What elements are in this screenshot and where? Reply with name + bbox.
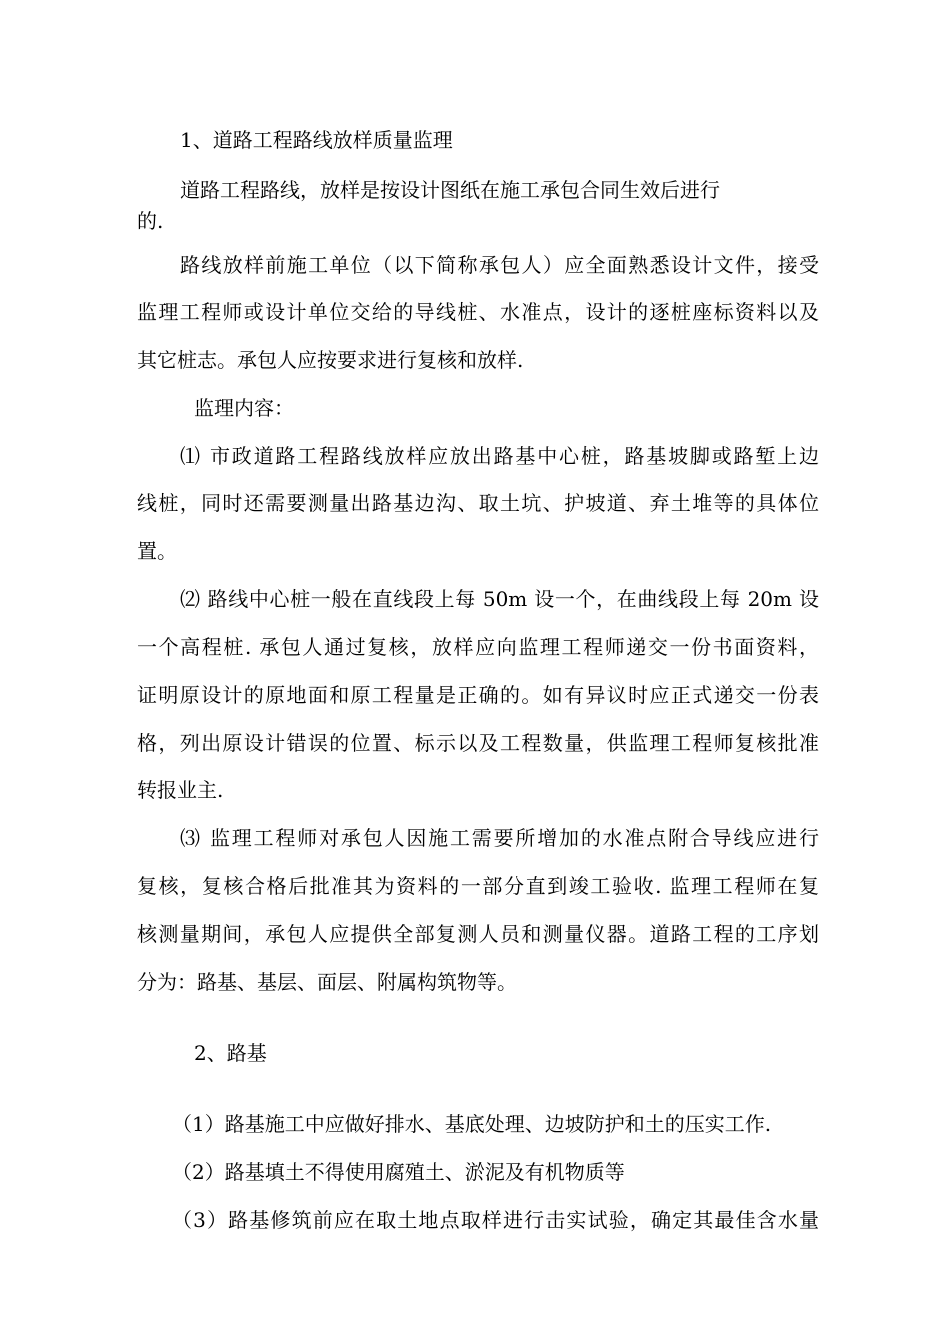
list-item-line: 转报业主.: [137, 778, 224, 802]
sub-item: （1）路基施工中应做好排水、基底处理、边坡防护和土的压实工作.: [172, 1112, 772, 1136]
paragraph-line: 监理工程师或设计单位交给的导线桩、水准点，设计的逐桩座标资料以及: [137, 300, 819, 324]
paragraph-line: 路线放样前施工单位（以下简称承包人）应全面熟悉设计文件，接受: [180, 253, 819, 277]
section-heading-1: 1、道路工程路线放样质量监理: [180, 128, 453, 152]
list-item-line: 复核，复核合格后批准其为资料的一部分直到竣工验收. 监理工程师在复: [137, 874, 819, 898]
list-item-line: 线桩，同时还需要测量出路基边沟、取土坑、护坡道、弃土堆等的具体位: [137, 491, 819, 515]
paragraph-line: 道路工程路线，放样是按设计图纸在施工承包合同生效后进行: [180, 178, 720, 202]
list-item-line: 证明原设计的原地面和原工程量是正确的。如有异议时应正式递交一份表: [137, 683, 819, 707]
section-label: 监理内容：: [194, 396, 294, 420]
sub-item: （2）路基填土不得使用腐殖土、淤泥及有机物质等: [172, 1160, 625, 1184]
paragraph-line: 其它桩志。承包人应按要求进行复核和放样.: [137, 348, 524, 372]
sub-item: （3）路基修筑前应在取土地点取样进行击实试验，确定其最佳含水量: [172, 1208, 819, 1232]
section-heading-2: 2、路基: [194, 1041, 267, 1065]
list-item-line: ⑴ 市政道路工程路线放样应放出路基中心桩，路基坡脚或路堑上边: [180, 444, 819, 468]
list-item-line: 分为：路基、基层、面层、附属构筑物等。: [137, 970, 517, 994]
list-item-line: 格，列出原设计错误的位置、标示以及工程数量，供监理工程师复核批准: [137, 731, 819, 755]
list-item-line: ⑶ 监理工程师对承包人因施工需要所增加的水准点附合导线应进行: [180, 826, 819, 850]
list-item-line: ⑵ 路线中心桩一般在直线段上每 50m 设一个，在曲线段上每 20m 设: [180, 587, 819, 611]
list-item-line: 核测量期间，承包人应提供全部复测人员和测量仪器。道路工程的工序划: [137, 922, 819, 946]
list-item-line: 一个高程桩. 承包人通过复核，放样应向监理工程师递交一份书面资料，: [137, 635, 819, 659]
list-item-line: 置。: [137, 539, 177, 563]
paragraph-line: 的.: [137, 209, 164, 233]
